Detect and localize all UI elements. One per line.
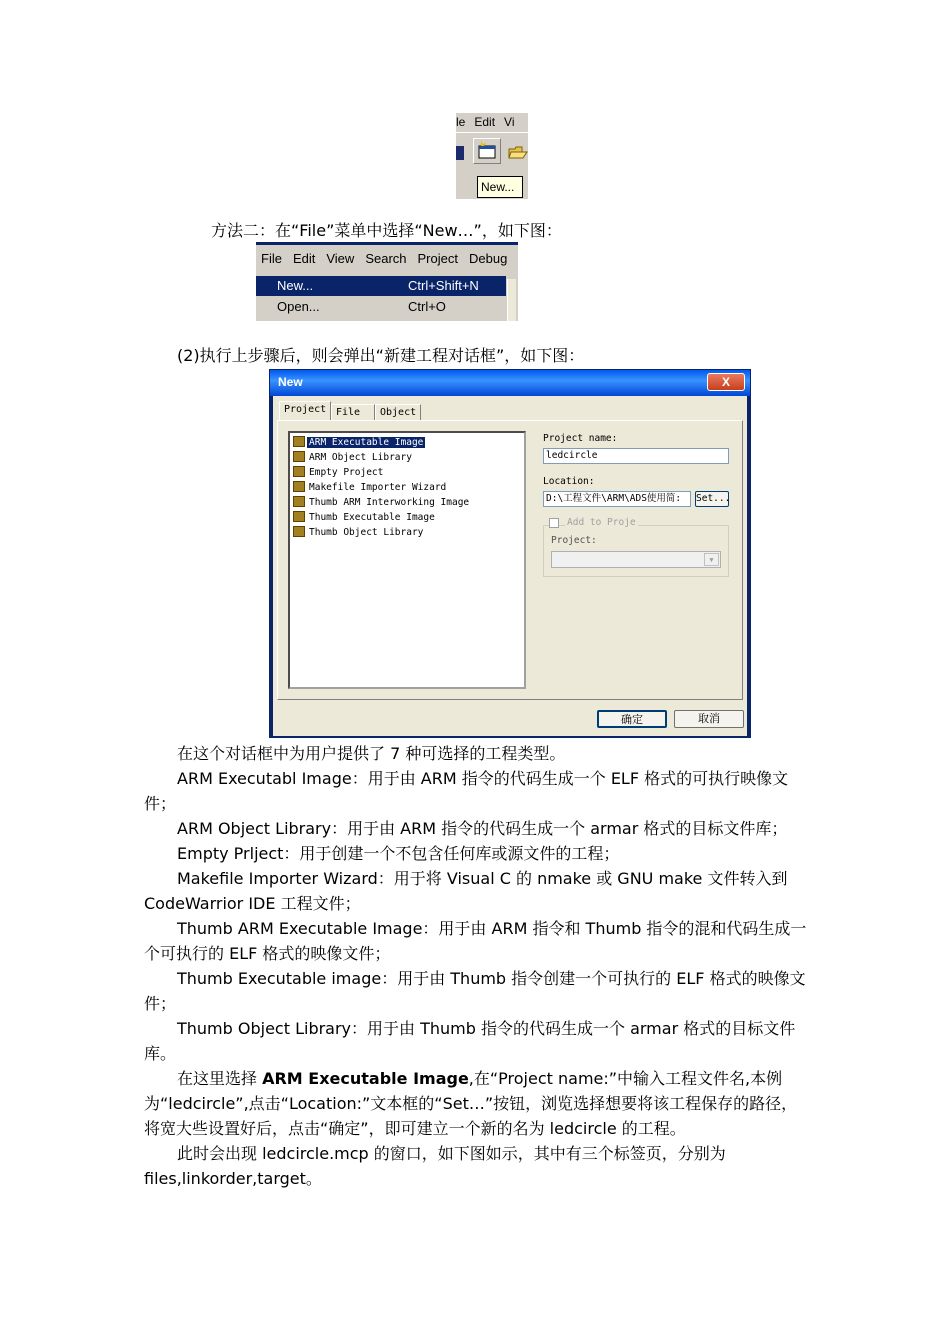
tab-file[interactable]: File (331, 404, 375, 420)
close-button[interactable]: X (707, 373, 745, 391)
chevron-down-icon: ▼ (704, 553, 719, 566)
project-type-icon (293, 526, 305, 537)
add-to-project-label: Add to Proje (567, 517, 636, 528)
file-menu-screenshot (256, 242, 518, 321)
project-label: Project: (551, 535, 597, 546)
toolbar-menubar (456, 115, 523, 129)
menu-view-fragment[interactable]: Vi (504, 115, 515, 129)
toolbar-screenshot (456, 113, 528, 199)
makefile-text-1: Makefile Importer Wizard：用于将 Visual C 的 nmake 或 GNU make 文件转入到 (177, 869, 788, 888)
list-item[interactable]: Thumb Object Library (293, 525, 425, 540)
tab-object[interactable]: Object (375, 404, 421, 420)
makefile-text-2: CodeWarrior IDE 工程文件； (144, 894, 361, 913)
list-item[interactable]: Thumb Executable Image (293, 510, 437, 525)
menu-item-new-label: New... (277, 278, 314, 293)
thumb-lib-text-1: Thumb Object Library：用于由 Thumb 指令的代码生成一个 armar 格式的目标文件 (177, 1019, 796, 1038)
menu-item-open[interactable] (256, 297, 506, 317)
project-type-list[interactable] (288, 431, 526, 689)
project-select[interactable] (551, 551, 721, 568)
menu-item-new-shortcut: Ctrl+Shift+N (408, 278, 479, 293)
arm-exe-text-1: ARM Executabl Image：用于由 ARM 指令的代码生成一个 ELF 格式的可执行映像文 (177, 769, 789, 788)
project-type-icon (293, 496, 305, 507)
window-text-1: 此时会出现 ledcircle.mcp 的窗口，如下图如示，其中有三个标签页，分别为 (177, 1144, 726, 1163)
new-project-button[interactable] (473, 138, 501, 164)
menu-view[interactable]: View (326, 251, 355, 266)
menu-item-open-label: Open... (277, 299, 320, 314)
list-item[interactable]: ARM Object Library (293, 450, 414, 465)
thumb-exe-text-2: 件； (144, 994, 177, 1013)
arm-exe-text-2: 件； (144, 794, 177, 813)
select-text-2: 为“ledcircle”,点击“Location:”文本框的“Set…”按钮，浏览选择想要将该工程保存的路径， (144, 1094, 798, 1113)
project-name-input[interactable]: ledcircle (543, 448, 729, 464)
location-input[interactable]: D:\工程文件\ARM\ADS使用简: (543, 491, 691, 507)
intro-text: 在这个对话框中为用户提供了 7 种可选择的工程类型。 (177, 744, 566, 763)
project-type-icon (293, 511, 305, 522)
location-label: Location: (543, 476, 595, 487)
open-folder-icon[interactable] (508, 143, 528, 161)
select-text-1 (177, 1069, 782, 1089)
menu-debug[interactable]: Debug (468, 251, 508, 266)
thumb-arm-text-2: 个可执行的 ELF 格式的映像文件； (144, 944, 391, 963)
menu-edit[interactable]: Edit (292, 251, 316, 266)
menu-file[interactable]: File (261, 251, 282, 266)
menu-scrollbar[interactable] (507, 279, 516, 321)
project-type-icon (293, 436, 305, 447)
method2-text: 方法二：在“File”菜单中选择“New…”，如下图： (211, 221, 562, 240)
menubar (256, 251, 513, 266)
dialog-title: New (278, 375, 303, 389)
menu-project[interactable]: Project (417, 251, 458, 266)
step2-text: (2)执行上步骤后，则会弹出“新建工程对话框”，如下图： (177, 346, 585, 365)
empty-text: Empty Prlject：用于创建一个不包含任何库或源文件的工程； (177, 844, 620, 863)
select-text-b: ,在“Project name:”中输入工程文件名,本例 (468, 1069, 783, 1088)
project-name-label: Project name: (543, 433, 618, 444)
list-item[interactable]: Empty Project (293, 465, 385, 480)
list-item[interactable]: Makefile Importer Wizard (293, 480, 448, 495)
new-dialog (269, 369, 751, 738)
new-tooltip: New... (477, 176, 523, 198)
dialog-title-bar[interactable] (270, 370, 750, 396)
save-icon[interactable] (456, 143, 466, 163)
thumb-arm-text-1: Thumb ARM Executable Image：用于由 ARM 指令和 Thumb 指令的混和代码生成一 (177, 919, 807, 938)
cancel-button[interactable]: 取消 (674, 710, 744, 728)
tab-project[interactable]: Project (279, 401, 331, 420)
arm-lib-text: ARM Object Library：用于由 ARM 指令的代码生成一个 armar 格式的目标文件库； (177, 819, 788, 838)
list-item[interactable]: Thumb ARM Interworking Image (293, 495, 471, 510)
thumb-exe-text-1: Thumb Executable image：用于由 Thumb 指令创建一个可执行的 ELF 格式的映像文 (177, 969, 806, 988)
select-text-a: 在这里选择 (177, 1069, 263, 1088)
list-item[interactable]: ARM Executable Image (293, 435, 425, 450)
window-text-2: files,linkorder,target。 (144, 1169, 322, 1188)
set-button[interactable]: Set... (695, 491, 729, 507)
project-type-icon (293, 466, 305, 477)
menu-item-open-shortcut: Ctrl+O (408, 299, 446, 314)
menu-file-fragment[interactable]: le (456, 115, 466, 129)
thumb-lib-text-2: 库。 (144, 1044, 177, 1063)
select-text-3: 将宽大些设置好后，点击“确定”，即可建立一个新的名为 ledcircle 的工程。 (144, 1119, 686, 1138)
menu-edit[interactable]: Edit (474, 115, 496, 129)
project-type-icon (293, 451, 305, 462)
project-type-icon (293, 481, 305, 492)
menu-item-new[interactable] (256, 276, 506, 296)
menu-search[interactable]: Search (365, 251, 407, 266)
select-text-bold: ARM Executable Image (262, 1069, 469, 1088)
new-project-icon (474, 139, 500, 163)
dialog-body (273, 396, 747, 736)
ok-button[interactable]: 确定 (597, 710, 667, 728)
add-to-project-checkbox[interactable] (549, 518, 559, 528)
